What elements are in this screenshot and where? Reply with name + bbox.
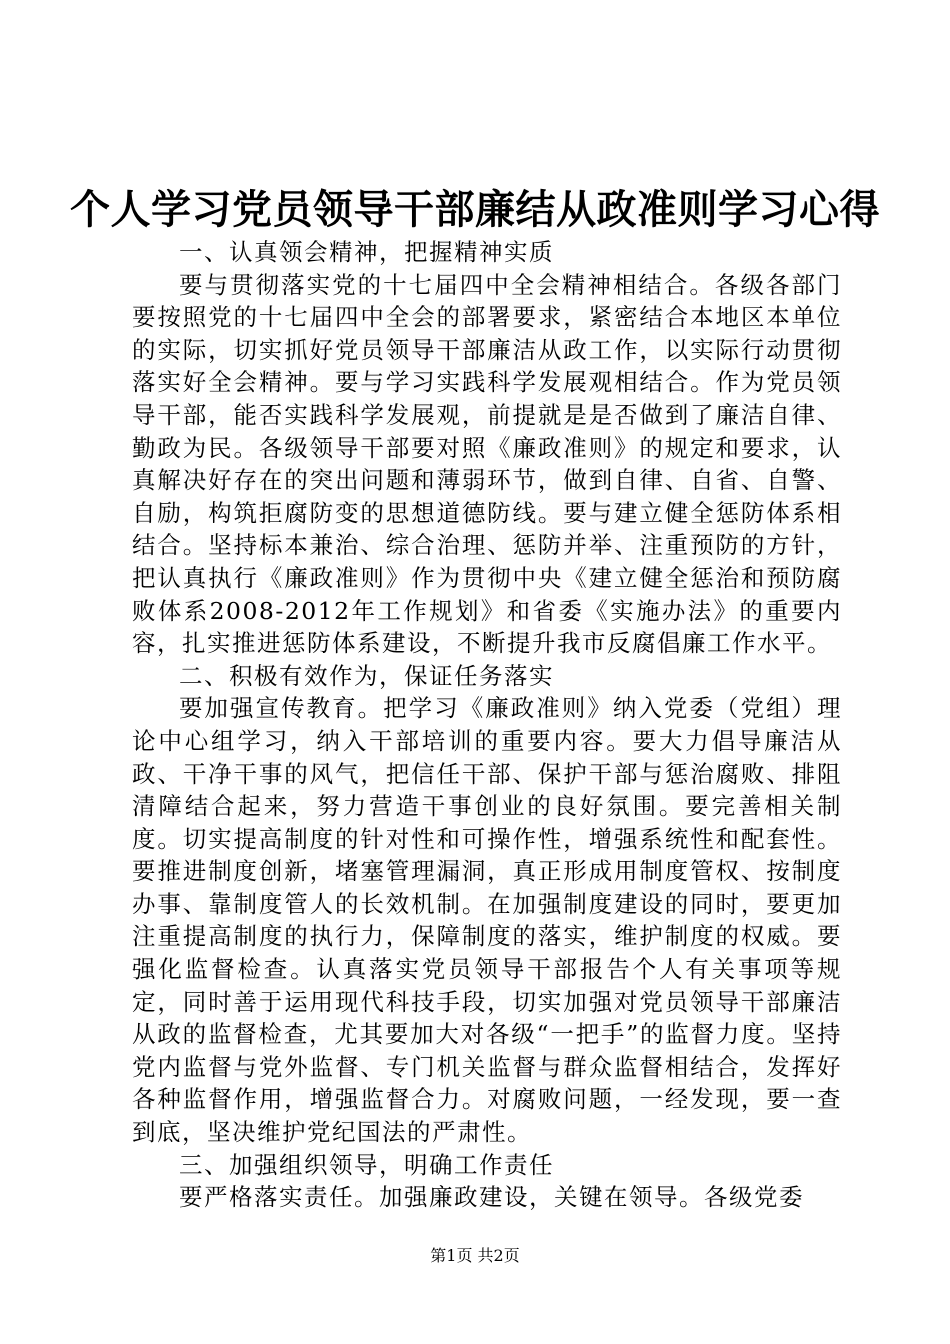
- document-title: 个人学习党员领导干部廉结从政准则学习心得: [70, 186, 880, 233]
- page-number-footer: 第1页 共2页: [430, 1246, 520, 1265]
- section-heading-2: 二、积极有效作为，保证任务落实: [179, 661, 554, 690]
- paragraph-1: 要与贯彻落实党的十七届四中全会精神相结合。各级各部门要按照党的十七届四中全会的部署要求，紧密结合本地区本单位的实际，切实抓好党员领导干部廉洁从政工作，以实际行动贯彻落实好全会精神。要与学习实践科学发展观相结合。作为党员领导干部，能否实践科学发展观，前提就是是否做到了廉洁自律、勤政为民。各级领导干部要对照《廉政准则》的规定和要求，认真解决好存在的突出问题和薄弱环节，做到自律、自省、自警、自励，构筑拒腐防变的思想道德防线。要与建立健全惩防体系相结合。坚持标本兼治、综合治理、惩防并举、注重预防的方针，把认真执行《廉政准则》作为贯彻中央《建立健全惩治和预防腐败体系2008-2012年工作规划》和省委《实施办法》的重要内容，扎实推进惩防体系建设，不断提升我市反腐倡廉工作水平。: [132, 270, 842, 658]
- paragraph-2: 要加强宣传教育。把学习《廉政准则》纳入党委（党组）理论中心组学习，纳入干部培训的重要内容。要大力倡导廉洁从政、干净干事的风气，把信任干部、保护干部与惩治腐败、排阻清障结合起来，努力营造干事创业的良好氛围。要完善相关制度。切实提高制度的针对性和可操作性，增强系统性和配套性。要推进制度创新，堵塞管理漏洞，真正形成用制度管权、按制度办事、靠制度管人的长效机制。在加强制度建设的同时，要更加注重提高制度的执行力，保障制度的落实，维护制度的权威。要强化监督检查。认真落实党员领导干部报告个人有关事项等规定，同时善于运用现代科技手段，切实加强对党员领导干部廉洁从政的监督检查，尤其要加大对各级“一把手”的监督力度。坚持党内监督与党外监督、专门机关监督与群众监督相结合，发挥好各种监督作用，增强监督合力。对腐败问题，一经发现，要一查到底，坚决维护党纪国法的严肃性。: [132, 694, 842, 1147]
- document-body: [132, 236, 842, 1214]
- section-heading-3: 三、加强组织领导，明确工作责任: [179, 1150, 554, 1179]
- section-heading-1: 一、认真领会精神，把握精神实质: [179, 238, 554, 266]
- paragraph-3: 要严格落实责任。加强廉政建设，关键在领导。各级党委: [179, 1183, 804, 1212]
